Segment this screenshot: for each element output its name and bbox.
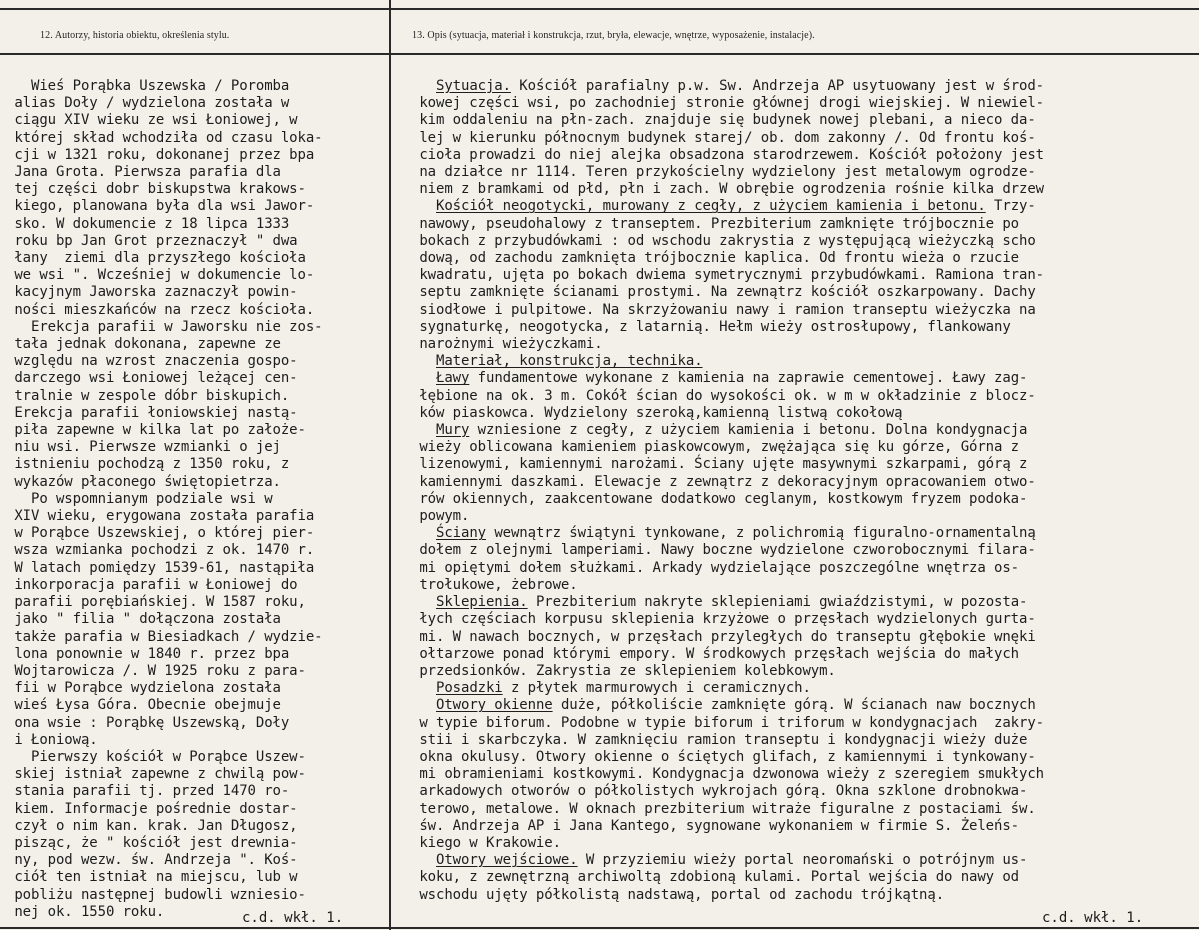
text-line: w typie biforum. Podobne w typie biforum i triforum w kondygnacjach zakry-: [411, 714, 1044, 731]
text-line: ołtarzowe ponad którymi empory. W środkowych przęsłach wejścia do małych: [411, 645, 1019, 662]
text-line: ona wsie : Porąbkę Uszewską, Doły: [6, 714, 290, 731]
text-line: kowej części wsi, po zachodniej stronie głównej drogi wiejskiej. W niewiel-: [411, 95, 1044, 112]
text-line: parafii porębiańskiej. W 1587 roku,: [6, 594, 306, 611]
text-line: Kościół neogotycki, murowany z cegły, z użyciem kamienia i betonu. Trzy-: [436, 198, 1036, 215]
text-line: także parafia w Biesiadkach / wydzie-: [6, 628, 323, 645]
text-line: kiego, planowana była dla wsi Jawor-: [6, 198, 315, 215]
column-divider: [389, 0, 391, 930]
text-line: sko. W dokumencie z 18 lipca 1333: [6, 215, 290, 232]
text-line: dową, od zachodu zamknięta trójbocznie kaplica. Od frontu wieża o rzucie: [411, 250, 1019, 267]
text-line: ności mieszkańców na rzecz kościoła.: [6, 301, 315, 318]
text-line: wsza wzmianka pochodzi z ok. 1470 r.: [6, 542, 315, 559]
text-line: cji w 1321 roku, dokonanej przez bpa: [6, 146, 315, 163]
text-line: tralnie w zespole dóbr biskupich.: [6, 387, 290, 404]
text-line: łębione na ok. 3 m. Cokół ścian do wysokości ok. w m w okładzinie z blocz-: [411, 387, 1036, 404]
text-line: stii i skarbczyka. W zamknięciu ramion transeptu i kondygnacji wieży duże: [411, 731, 1028, 748]
text-line: ciół ten istniał na miejscu, lub w: [6, 869, 298, 886]
text-line: darczego wsi Łoniowej leżącej cen-: [6, 370, 298, 387]
text-line: inkorporacja parafii w Łoniowej do: [6, 576, 298, 593]
text-line: kiem. Informacje pośrednie dostar-: [6, 800, 298, 817]
text-line: na działce nr 1114. Teren przykościelny wydzielony jest metalowym ogrodze-: [411, 164, 1036, 181]
text-line: nawowy, pseudohalowy z transeptem. Prezbiterium zamknięte trójbocznie po: [411, 215, 1019, 232]
text-line: dołem z olejnymi lamperiami. Nawy boczne wydzielone czworobocznymi filara-: [411, 542, 1036, 559]
top-border: [0, 8, 1199, 10]
text-line: lizenowymi, kamiennymi narożami. Ściany ujęte masywnymi szkarpami, górą z: [411, 456, 1028, 473]
header-rule-right: [390, 53, 1199, 55]
text-line: wieży oblicowana kamieniem piaskowcowym, zwężająca się ku górze, Górna z: [411, 439, 1019, 456]
text-line: Po wspomnianym podziale wsi w: [6, 490, 273, 507]
text-line: Posadzki z płytek marmurowych i ceramicznych.: [436, 680, 811, 697]
text-line: Jana Grota. Pierwsza parafia dla: [6, 164, 281, 181]
description-text-column: [411, 78, 1044, 904]
text-line: Otwory okienne duże, półkoliście zamknięte górą. W ścianach naw bocznych: [436, 697, 1036, 714]
text-line: kwadratu, ujęta po bokach dwiema symetrycznymi przybudówkami. Ramiona tran-: [411, 267, 1044, 284]
text-line: i Łoniową.: [6, 731, 98, 748]
text-line: rów okiennych, zaakcentowane dodatkowo ceglanym, kostkowym fryzem podoka-: [411, 490, 1028, 507]
text-line: mi. W nawach bocznych, w przęsłach przyległych do transeptu głębokie wnęki: [411, 628, 1036, 645]
text-line: we wsi ". Wcześniej w dokumencie lo-: [6, 267, 315, 284]
text-line: tej części dobr biskupstwa krakows-: [6, 181, 306, 198]
right-continuation-note: c.d. wkł. 1.: [1042, 910, 1144, 926]
text-line: stania parafii tj. przed 1470 ro-: [6, 783, 290, 800]
text-line: czył o nim kan. krak. Jan Długosz,: [6, 817, 298, 834]
text-line: ciągu XIV wieku ze wsi Łoniowej, w: [6, 112, 298, 129]
text-line: arkadowych otworów o półkolistych wykrojach górą. Okna szklone drobnokwa-: [411, 783, 1028, 800]
text-line: Otwory wejściowe. W przyziemiu wieży portal neoromański o potrójnym us-: [436, 852, 1028, 869]
text-line: tała jednak dokonana, zapewne ze: [6, 336, 281, 353]
text-line: piła zapewne w kilka lat po założe-: [6, 422, 306, 439]
text-line: terowo, metalowe. W oknach prezbiterium witraże figuralne z postaciami św.: [411, 800, 1036, 817]
text-line: skiej istniał zapewne z chwilą pow-: [6, 766, 306, 783]
left-continuation-note: c.d. wkł. 1.: [242, 910, 344, 926]
text-line: niem z bramkami od płd, płn i zach. W obrębie ogrodzenia rośnie kilka drzew: [411, 181, 1044, 198]
text-line: Sytuacja. Kościół parafialny p.w. Sw. Andrzeja AP usytuowany jest w środ-: [436, 78, 1045, 94]
text-line: kamiennymi daszkami. Elewacje z zewnątrz z dekoracyjnym opracowaniem otwo-: [411, 473, 1036, 490]
text-line: XIV wieku, erygowana została parafia: [6, 508, 315, 525]
text-line: łany ziemi dla przyszłego kościoła: [6, 250, 306, 267]
text-line: roku bp Jan Grot przeznaczył " dwa: [6, 232, 298, 249]
text-line: Mury wzniesione z cegły, z użyciem kamienia i betonu. Dolna kondygnacja: [436, 422, 1028, 439]
text-line: Wojtarowicza /. W 1925 roku z para-: [6, 662, 306, 679]
text-line: mi opiętymi dołem służkami. Arkady wydzielające poszczególne wnętrza os-: [411, 559, 1019, 576]
text-line: W latach pomiędzy 1539-61, nastąpiła: [6, 559, 315, 576]
text-line: względu na wzrost znaczenia gospo-: [6, 353, 298, 370]
text-line: cioła prowadzi do niej alejka obsadzona starodrzewem. Kościół położony jest: [411, 146, 1044, 163]
text-line: Materiał, konstrukcja, technika.: [436, 353, 703, 370]
header-rule-left: [0, 53, 389, 55]
text-line: Pierwszy kościół w Porąbce Uszew-: [6, 748, 306, 765]
history-text-column: [6, 78, 323, 921]
text-line: niu wsi. Pierwsze wzmianki o jej: [6, 439, 281, 456]
text-line: Ławy fundamentowe wykonane z kamienia na zaprawie cementowej. Ławy zag-: [436, 370, 1028, 387]
left-section-header: 12. Autorzy, historia obiektu, określenia stylu.: [40, 30, 230, 41]
text-line: łych częściach korpusu sklepienia krzyżowe o przęsłach wydzielonych gurta-: [411, 611, 1036, 628]
text-line: Wieś Porąbka Uszewska / Poromba: [6, 78, 290, 94]
text-line: której skład wchodziła od czasu loka-: [6, 129, 323, 146]
text-line: sygnaturkę, neogotycka, z latarnią. Hełm wieży ostrosłupowy, flankowany: [411, 318, 1011, 335]
text-line: septu zamknięte ścianami prostymi. Na zewnątrz kościół oszkarpowany. Dachy: [411, 284, 1036, 301]
text-line: nej ok. 1550 roku.: [6, 903, 165, 920]
text-line: wschodu ujęty półkolistą nadstawą, portal od zachodu trójkątną.: [411, 886, 945, 903]
text-line: lona ponownie w 1840 r. przez bpa: [6, 645, 290, 662]
text-line: trołukowe, żebrowe.: [411, 576, 578, 593]
text-line: mi obramieniami kostkowymi. Kondygnacja dzwonowa wieży z szeregiem smukłych: [411, 766, 1044, 783]
text-line: fii w Porąbce wydzielona została: [6, 680, 281, 697]
text-line: powym.: [411, 508, 470, 525]
text-line: ny, pod wezw. św. Andrzeja ". Koś-: [6, 852, 298, 869]
text-line: pisząc, że " kościół jest drewnia-: [6, 834, 298, 851]
text-line: kim oddaleniu na płn-zach. znajduje się budynek nowej plebani, a nieco da-: [411, 112, 1036, 129]
text-line: alias Doły / wydzielona została w: [6, 95, 290, 112]
text-line: kacyjnym Jaworska zaznaczył powin-: [6, 284, 298, 301]
text-line: w Porąbce Uszewskiej, o której pier-: [6, 525, 315, 542]
bottom-border: [0, 927, 1199, 929]
text-line: wieś Łysa Góra. Obecnie obejmuje: [6, 697, 281, 714]
text-line: ków piaskowca. Wydzielony szeroką,kamienną listwą cokołową: [411, 404, 903, 421]
text-line: istnieniu pochodzą z 1350 roku, z: [6, 456, 290, 473]
text-line: jako " filia " dołączona została: [6, 611, 281, 628]
text-line: kiego w Krakowie.: [411, 834, 561, 851]
text-line: lej w kierunku północnym budynek starej/ ob. dom zakonny /. Od frontu koś-: [411, 129, 1036, 146]
text-line: bokach z przybudówkami : od wschodu zakrystia z występującą wieżyczką scho: [411, 232, 1036, 249]
text-line: św. Andrzeja AP i Jana Kantego, sygnowane wykonaniem w firmie S. Żeleńs-: [411, 817, 1019, 834]
text-line: Erekcja parafii w Jaworsku nie zos-: [6, 318, 323, 335]
text-line: narożnymi wieżyczkami.: [411, 336, 603, 353]
text-line: siodłowe i pulpitowe. Na skrzyżowaniu nawy i ramion transeptu wieżyczka na: [411, 301, 1036, 318]
text-line: wykazów płaconego świętopietrza.: [6, 473, 281, 490]
text-line: okna okulusy. Otwory okienne o ściętych glifach, z kamiennymi i tynkowany-: [411, 748, 1036, 765]
text-line: koku, z zewnętrzną archiwoltą zdobioną kulami. Portal wejścia do nawy od: [411, 869, 1019, 886]
right-section-header: 13. Opis (sytuacja, materiał i konstrukcja, rzut, bryła, elewacje, wnętrze, wyposażenie, instalacje).: [412, 30, 815, 41]
text-line: Sklepienia. Prezbiterium nakryte sklepieniami gwiaździstymi, w pozosta-: [436, 594, 1028, 611]
text-line: Erekcja parafii łoniowskiej nastą-: [6, 404, 298, 421]
text-line: przedsionków. Zakrystia ze sklepieniem kolebkowym.: [411, 662, 836, 679]
text-line: pobliżu następnej budowli wzniesio-: [6, 886, 306, 903]
text-line: Ściany wewnątrz świątyni tynkowane, z polichromią figuralno-ornamentalną: [436, 525, 1036, 542]
